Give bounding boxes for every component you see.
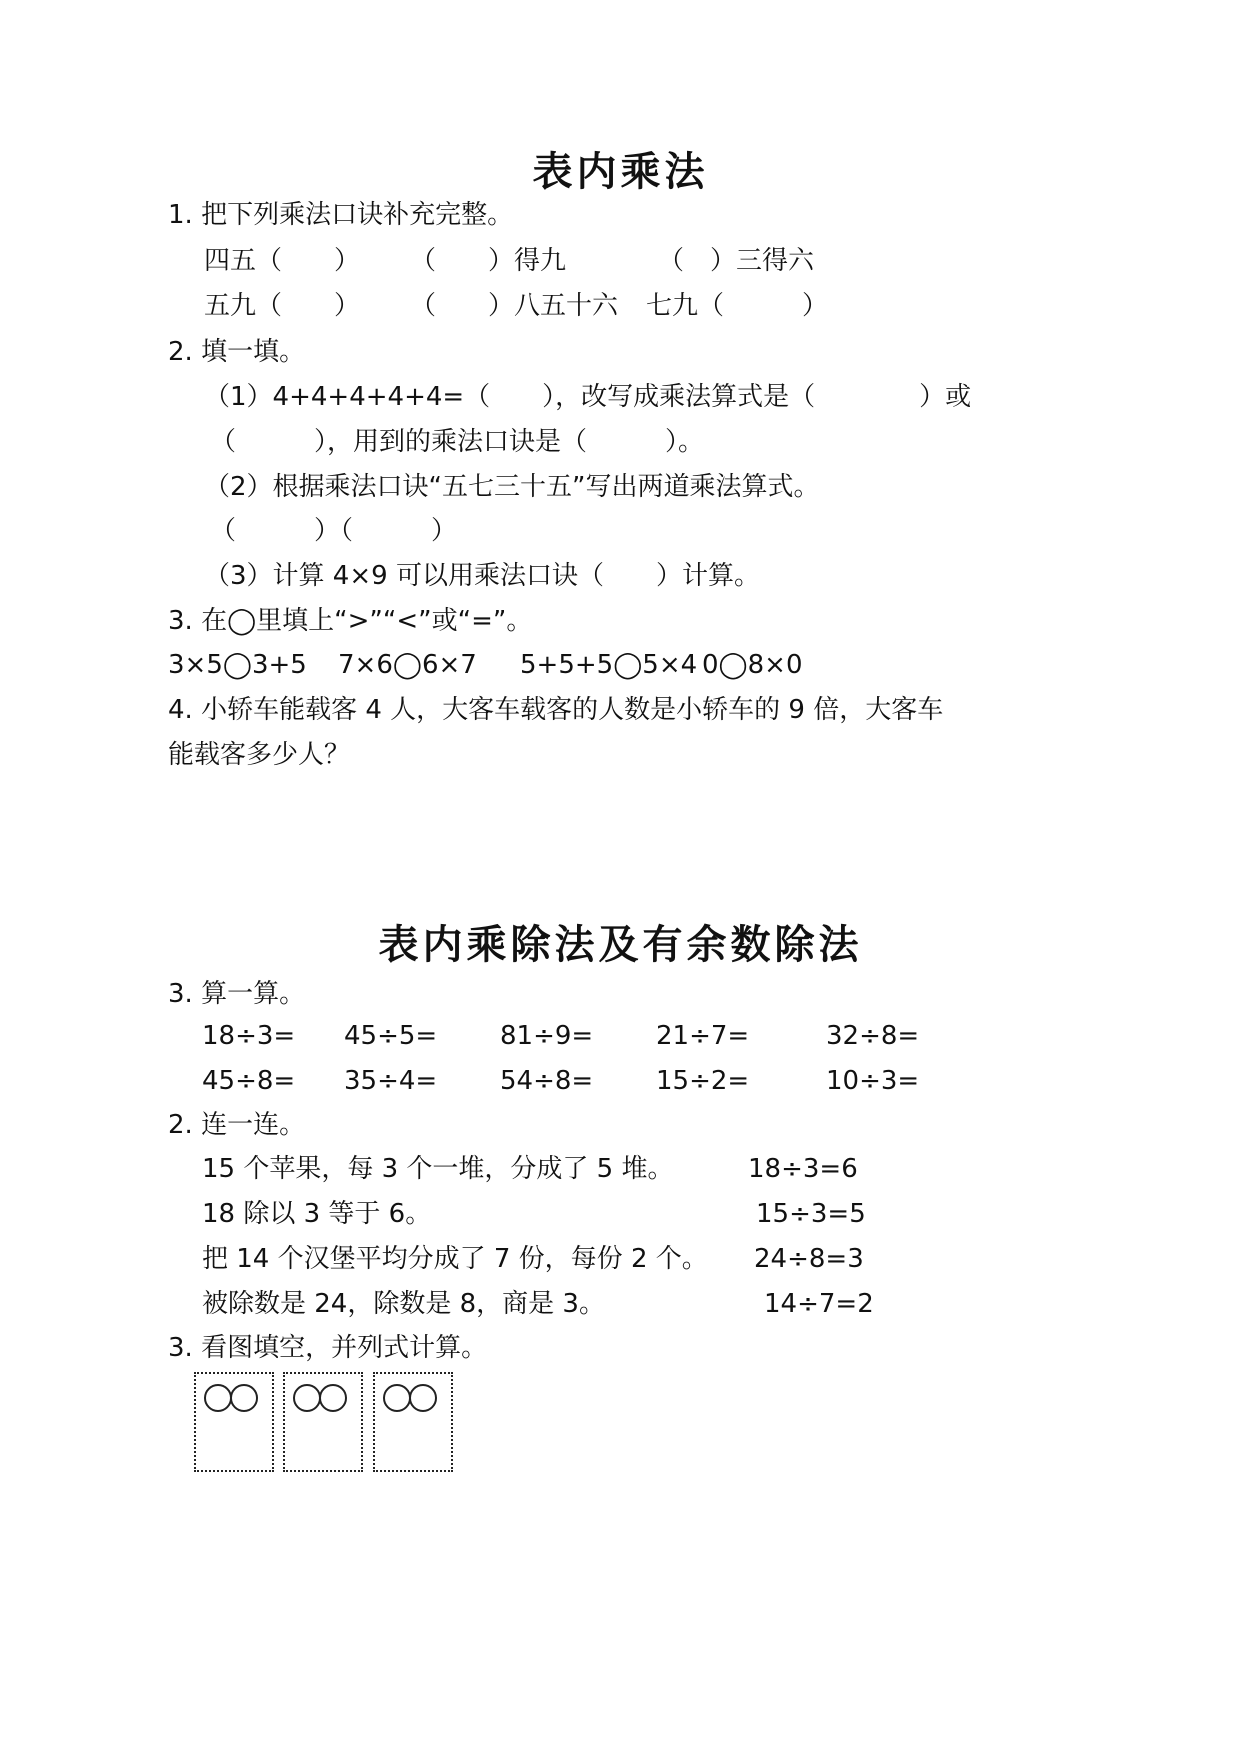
calc-item: 54÷8= bbox=[500, 1066, 594, 1096]
calc-item: 45÷8= bbox=[202, 1066, 296, 1096]
compare-item: 0◯8×0 bbox=[702, 650, 803, 680]
dotted-group-box bbox=[283, 1372, 363, 1472]
calc-item: 21÷7= bbox=[656, 1021, 750, 1051]
match-left-item: 15 个苹果，每 3 个一堆，分成了 5 堆。 bbox=[202, 1154, 674, 1184]
section-title-multiplication: 表内乘法 bbox=[532, 148, 709, 195]
calc-item: 45÷5= bbox=[344, 1021, 438, 1051]
q1-item: （ ）得九 bbox=[410, 246, 567, 276]
calc-heading: 3. 算一算。 bbox=[168, 979, 306, 1009]
q1-item: 四五（ ） bbox=[204, 246, 361, 276]
q2-part2-line1: （2）根据乘法口诀“五七三十五”写出两道乘法算式。 bbox=[204, 472, 820, 502]
match-right-item: 14÷7=2 bbox=[764, 1289, 874, 1319]
circle-icon bbox=[409, 1384, 437, 1412]
calc-item: 15÷2= bbox=[656, 1066, 750, 1096]
q2-part1-line2: （ ），用到的乘法口诀是（ ）。 bbox=[210, 427, 705, 457]
calc-item: 81÷9= bbox=[500, 1021, 594, 1051]
circle-icon bbox=[319, 1384, 347, 1412]
q4-line1: 4. 小轿车能载客 4 人，大客车载客的人数是小轿车的 9 倍，大客车 bbox=[168, 695, 944, 725]
q1-heading: 1. 把下列乘法口诀补充完整。 bbox=[168, 200, 514, 230]
q1-item: （ ）八五十六 bbox=[410, 291, 619, 321]
circle-icon bbox=[383, 1384, 411, 1412]
circle-icon bbox=[293, 1384, 321, 1412]
match-left-item: 18 除以 3 等于 6。 bbox=[202, 1199, 432, 1229]
q1-item: 七九（ ） bbox=[646, 291, 829, 321]
dotted-group-box bbox=[373, 1372, 453, 1472]
compare-item: 7×6◯6×7 bbox=[338, 650, 477, 680]
q4-line2: 能载客多少人？ bbox=[168, 740, 351, 770]
match-left-item: 把 14 个汉堡平均分成了 7 份，每份 2 个。 bbox=[202, 1244, 708, 1274]
calc-item: 10÷3= bbox=[826, 1066, 920, 1096]
calc-item: 18÷3= bbox=[202, 1021, 296, 1051]
circle-icon bbox=[230, 1384, 258, 1412]
q2-part2-line2: （ ）（ ） bbox=[210, 516, 458, 546]
match-heading: 2. 连一连。 bbox=[168, 1110, 306, 1140]
q1-item: 五九（ ） bbox=[204, 291, 361, 321]
circle-icon bbox=[204, 1384, 232, 1412]
match-right-item: 24÷8=3 bbox=[754, 1244, 864, 1274]
match-left-item: 被除数是 24，除数是 8，商是 3。 bbox=[202, 1289, 605, 1319]
calc-item: 32÷8= bbox=[826, 1021, 920, 1051]
compare-item: 3×5◯3+5 bbox=[168, 650, 307, 680]
match-right-item: 15÷3=5 bbox=[756, 1199, 866, 1229]
match-right-item: 18÷3=6 bbox=[748, 1154, 858, 1184]
q1-item: （ ）三得六 bbox=[658, 246, 815, 276]
compare-item: 5+5+5◯5×4 bbox=[520, 650, 698, 680]
q2-heading: 2. 填一填。 bbox=[168, 337, 306, 367]
q2-part1-line1: （1）4+4+4+4+4=（ ），改写成乘法算式是（ ）或 bbox=[204, 382, 972, 412]
q3-heading: 3. 在◯里填上“>”“<”或“=”。 bbox=[168, 606, 533, 636]
section-title-division: 表内乘除法及有余数除法 bbox=[378, 921, 863, 968]
q2-part3: （3）计算 4×9 可以用乘法口诀（ ）计算。 bbox=[204, 561, 760, 591]
picture-heading: 3. 看图填空，并列式计算。 bbox=[168, 1333, 488, 1363]
calc-item: 35÷4= bbox=[344, 1066, 438, 1096]
dotted-group-box bbox=[194, 1372, 274, 1472]
